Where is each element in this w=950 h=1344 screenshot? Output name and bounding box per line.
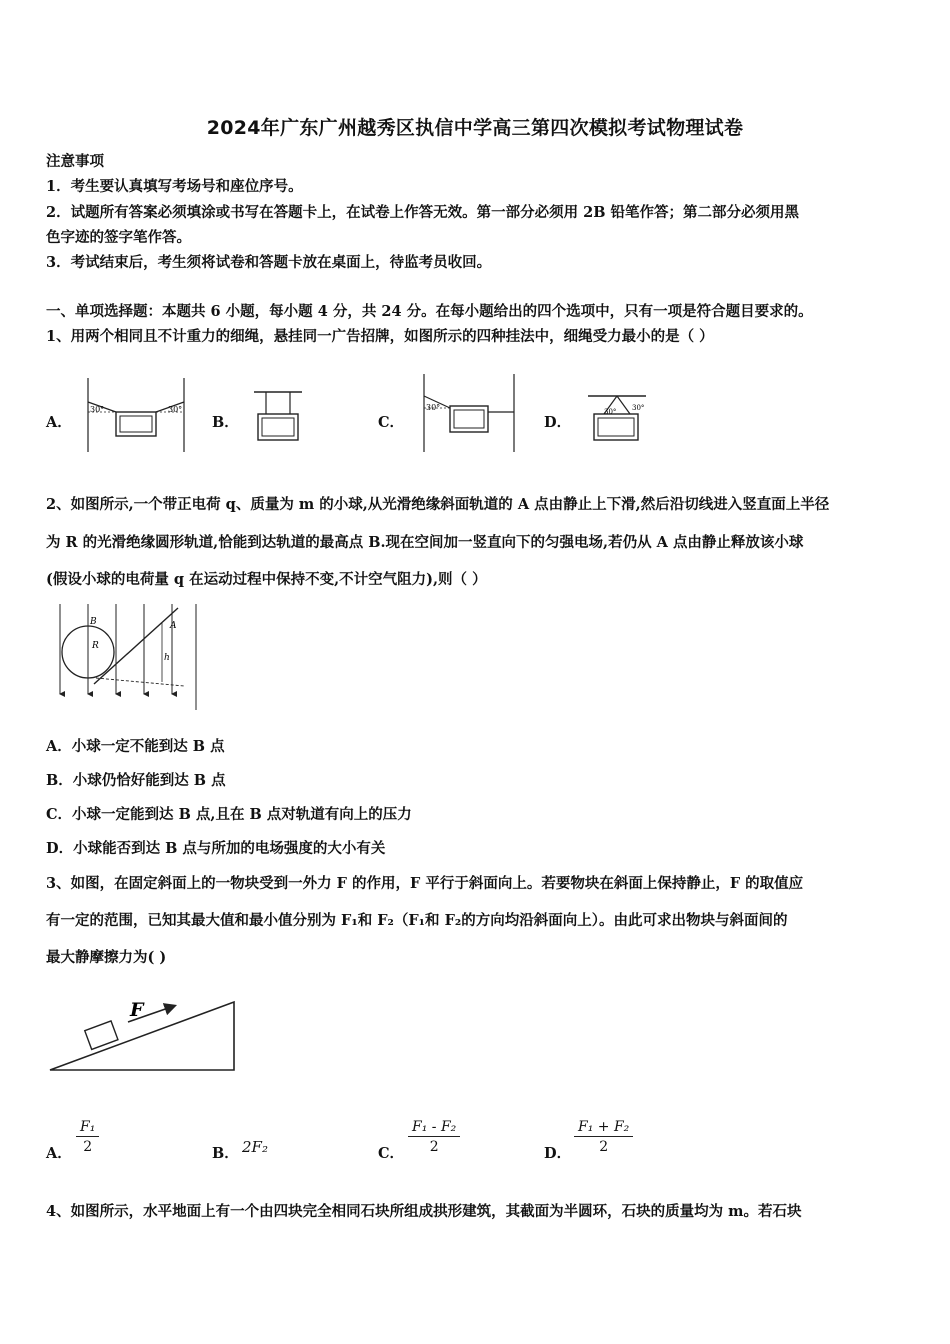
q3-option-a-label: A． (46, 1145, 72, 1162)
notice-item: 3．考试结束后，考生须将试卷和答题卡放在桌面上，待监考员收回。 (46, 254, 492, 271)
angle-label: 30° (632, 404, 645, 412)
question-3-stem: 3、如图，在固定斜面上的一物块受到一外力 F 的作用，F 平行于斜面向上。若要物块在斜面上保持静止，F 的取值应 (46, 875, 804, 892)
question-2-stem: 为 R 的光滑绝缘圆形轨道,恰能到达轨道的最高点 B.现在空间加一竖直向下的匀强电场,若仍从 A 点由静止释放该小球 (46, 534, 804, 551)
notice-item: 色字迹的签字笔作答。 (46, 229, 191, 246)
q1-figure-b (252, 388, 304, 446)
q3-option-a-value: $\frac{\text{F₁}}{2}$ (76, 1118, 99, 1157)
q2-option-a: A．小球一定不能到达 B 点 (46, 738, 225, 755)
q3-option-c-label: C． (378, 1145, 405, 1162)
angle-label: 30° (426, 403, 441, 412)
q2-option-c: C．小球一定能到达 B 点,且在 B 点对轨道有向上的压力 (46, 806, 412, 823)
question-3-stem: 最大静摩擦力为( ) (46, 949, 167, 966)
force-label: F (130, 999, 144, 1021)
label-a: A (170, 621, 177, 631)
q3-option-b-value: 2F₂ (242, 1138, 268, 1156)
label-r: R (92, 641, 99, 651)
q3-option-d-label: D． (544, 1145, 572, 1162)
q1-option-a-label: A． (46, 414, 72, 431)
question-1-stem: 1、用两个相同且不计重力的细绳，悬挂同一广告招牌，如图所示的四种挂法中，细绳受力最小的是（ ） (46, 328, 714, 345)
q2-option-d: D．小球能否到达 B 点与所加的电场强度的大小有关 (46, 840, 386, 857)
question-2-stem: (假设小球的电荷量 q 在运动过程中保持不变,不计空气阻力),则（ ） (46, 571, 487, 588)
q1-figure-c (418, 372, 518, 454)
notice-heading: 注意事项 (46, 153, 104, 170)
q1-option-b-label: B． (212, 414, 239, 431)
section-heading: 一、单项选择题：本题共 6 小题，每小题 4 分，共 24 分。在每小题给出的四个选项中，只有一项是符合题目要求的。 (46, 303, 813, 320)
q3-option-d-value: $\frac{\text{F₁ + F₂}}{2}$ (574, 1118, 633, 1157)
q3-option-c-value: $\frac{\text{F₁ - F₂}}{2}$ (408, 1118, 460, 1157)
q3-figure (46, 994, 240, 1076)
question-4-stem: 4、如图所示，水平地面上有一个由四块完全相同石块所组成拱形建筑，其截面为半圆环，石块的质量均为 m。若石块 (46, 1203, 802, 1220)
notice-item: 2．试题所有答案必须填涂或书写在答题卡上，在试卷上作答无效。第一部分必须用 2B 铅笔作答；第二部分必须用黑 (46, 204, 800, 221)
question-3-stem: 有一定的范围，已知其最大值和最小值分别为 F₁和 F₂（F₁和 F₂的方向均沿斜面向上）。由此可求出物块与斜面间的 (46, 912, 788, 929)
label-b: B (90, 617, 97, 627)
q1-figure-a (80, 376, 192, 454)
q3-option-b-label: B． (212, 1145, 239, 1162)
label-h: h (164, 653, 170, 663)
notice-item: 1．考生要认真填写考场号和座位序号。 (46, 178, 303, 195)
question-2-stem: 2、如图所示,一个带正电荷 q、质量为 m 的小球,从光滑绝缘斜面轨道的 A 点由静止上下滑,然后沿切线进入竖直面上半径 (46, 496, 830, 513)
q1-option-c-label: C． (378, 414, 405, 431)
q1-option-d-label: D． (544, 414, 572, 431)
angle-label: 30° (90, 405, 105, 414)
angle-label: 30° (168, 405, 183, 414)
q1-figure-d (586, 392, 648, 444)
page-title: 2024年广东广州越秀区执信中学高三第四次模拟考试物理试卷 (206, 117, 744, 139)
q2-option-b: B．小球仍恰好能到达 B 点 (46, 772, 226, 789)
q2-figure (46, 600, 202, 714)
angle-label: 30° (604, 408, 617, 416)
